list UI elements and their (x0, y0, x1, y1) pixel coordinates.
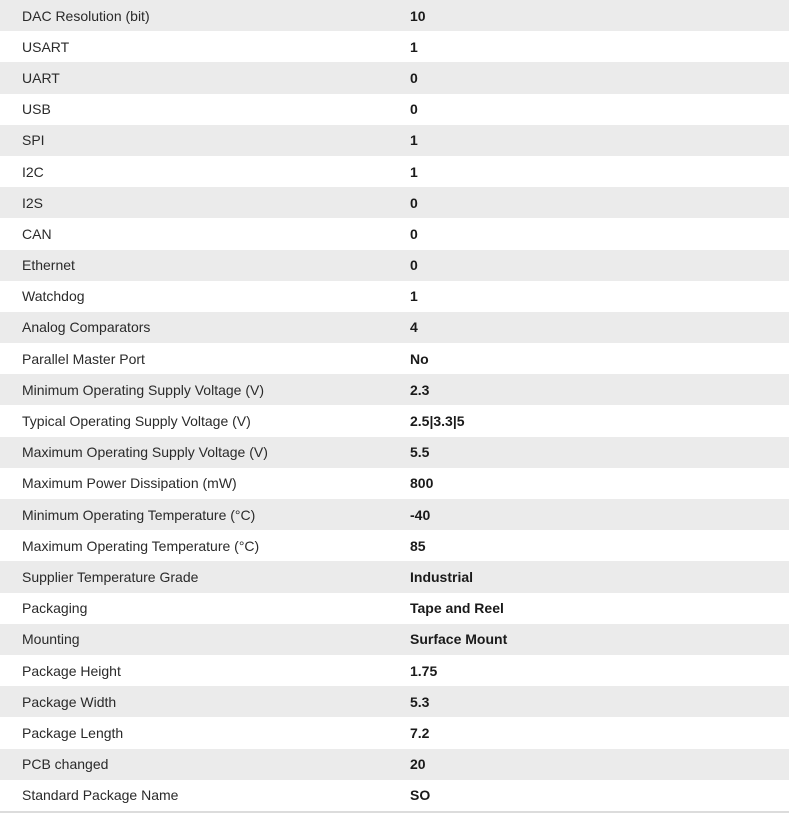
table-row (0, 343, 789, 374)
spec-label: Supplier Temperature Grade (22, 568, 199, 585)
table-row (0, 218, 789, 249)
spec-label: PCB changed (22, 756, 109, 773)
table-row (0, 125, 789, 156)
spec-value: No (410, 350, 429, 367)
spec-value: 0 (410, 194, 418, 211)
table-row (0, 281, 789, 312)
table-row (0, 499, 789, 530)
spec-value: 2.5|3.3|5 (410, 413, 465, 430)
table-row (0, 31, 789, 62)
table-row (0, 530, 789, 561)
spec-label: Minimum Operating Supply Voltage (V) (22, 381, 264, 398)
table-row (0, 312, 789, 343)
table-row (0, 437, 789, 468)
table-row (0, 561, 789, 592)
table-row (0, 187, 789, 218)
spec-label: SPI (22, 132, 45, 149)
spec-label: CAN (22, 225, 52, 242)
table-row (0, 62, 789, 93)
spec-label: UART (22, 69, 60, 86)
table-row (0, 686, 789, 717)
spec-value: 1.75 (410, 662, 438, 679)
spec-value: 5.3 (410, 693, 430, 710)
spec-label: DAC Resolution (bit) (22, 7, 150, 24)
spec-value: -40 (410, 506, 431, 523)
spec-label: Parallel Master Port (22, 350, 145, 367)
spec-label: Package Width (22, 693, 117, 710)
table-row (0, 94, 789, 125)
spec-value: 800 (410, 475, 434, 492)
spec-value: 0 (410, 101, 418, 118)
spec-label: Ethernet (22, 257, 75, 274)
spec-label: Standard Package Name (22, 787, 179, 804)
spec-value: SO (410, 787, 431, 804)
spec-label: Analog Comparators (22, 319, 151, 336)
spec-value: 20 (410, 756, 426, 773)
spec-label: I2S (22, 194, 44, 211)
spec-label: Minimum Operating Temperature (°C) (22, 506, 256, 523)
spec-value: 1 (410, 38, 418, 55)
spec-value: 7.2 (410, 724, 430, 741)
spec-value: Industrial (410, 568, 474, 585)
table-row (0, 374, 789, 405)
spec-label: Package Length (22, 724, 124, 741)
spec-value: 4 (410, 319, 418, 336)
spec-label: I2C (22, 163, 44, 180)
spec-label: Package Height (22, 662, 121, 679)
spec-value: 2.3 (410, 381, 430, 398)
table-row (0, 405, 789, 436)
table-row (0, 593, 789, 624)
spec-value: 1 (410, 288, 418, 305)
spec-label: USART (22, 38, 70, 55)
spec-label: Maximum Operating Supply Voltage (V) (22, 444, 268, 461)
table-row (0, 749, 789, 780)
spec-label: Watchdog (22, 288, 85, 305)
spec-value: 0 (410, 257, 418, 274)
spec-value: 1 (410, 132, 418, 149)
table-row (0, 780, 789, 811)
spec-value: 0 (410, 69, 418, 86)
table-row (0, 468, 789, 499)
table-row (0, 250, 789, 281)
spec-value: 10 (410, 7, 426, 24)
spec-label: Typical Operating Supply Voltage (V) (22, 413, 251, 430)
spec-value: 85 (410, 537, 426, 554)
spec-label: USB (22, 101, 51, 118)
table-row (0, 717, 789, 748)
spec-label: Maximum Operating Temperature (°C) (22, 537, 260, 554)
spec-value: 0 (410, 225, 418, 242)
spec-value: 1 (410, 163, 418, 180)
spec-label: Mounting (22, 631, 80, 648)
spec-label: Maximum Power Dissipation (mW) (22, 475, 237, 492)
spec-value: 5.5 (410, 444, 430, 461)
table-row (0, 0, 789, 31)
spec-label: Packaging (22, 600, 88, 617)
spec-value: Tape and Reel (410, 600, 504, 617)
table-row (0, 655, 789, 686)
spec-value: Surface Mount (410, 631, 508, 648)
table-row (0, 156, 789, 187)
table-row (0, 624, 789, 655)
